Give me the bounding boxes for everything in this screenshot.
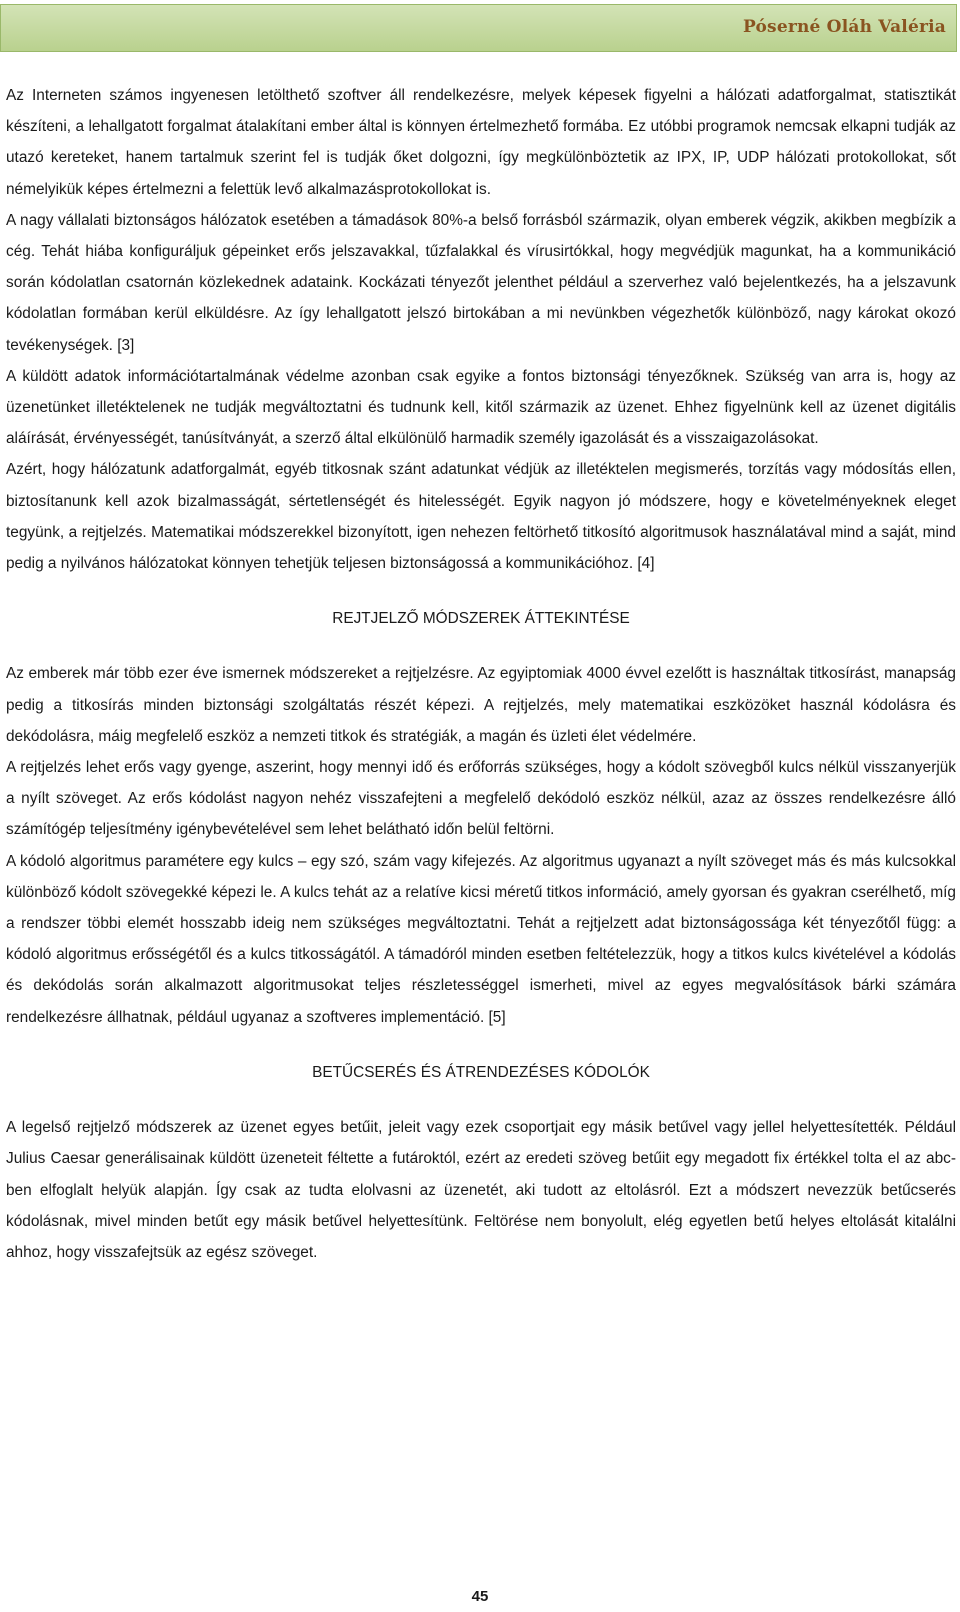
paragraph-4: Azért, hogy hálózatunk adatforgalmát, egyéb titkosnak szánt adatunkat védjük az illetéktelen megismerés, torzítás vagy módosítás ellen, biztosítanunk kell azok bizalmasságát, sértetlenségét és hitelességét. Egyik nagyon jó módszere, hogy e követelményeknek eleget tegyünk, a rejtjelzés. Matematikai módszerekkel bizonyított, igen nehezen feltörhető titkosító algoritmusok használatával mind a saját, mind pedig a nyilvános hálózatokat könnyen tehetjük teljesen biztonságossá a kommunikációhoz. [4] xyxy=(6,461,956,573)
document-body xyxy=(6,80,956,1268)
page-number: 45 xyxy=(471,1588,489,1605)
section1-paragraph-3: A kódoló algoritmus paramétere egy kulcs – egy szó, szám vagy kifejezés. Az algoritmus ugyanazt a nyílt szöveget más és más kulcsokkal különböző kódolt szövegekké képezi le. A kulcs tehát az a relatíve kicsi méretű titkos információ, amely gyorsan és gyakran cserélhető, míg a rendszer többi elemét hosszabb ideig nem szükséges megváltoztatni. Tehát a rejtjelzett adat biztonságossága két tényezőtől függ: a kódoló algoritmus erősségétől és a kulcs titkosságától. A támadóról minden esetben feltételezzük, hogy a titkos kulcs kivételével a kódolás és dekódolás során alkalmazott algoritmusokat teljes részletességgel ismerheti, mivel az egyes megvalósítások bárki számára rendelkezésre állhatnak, például ugyanaz a szoftveres implementáció. [5] xyxy=(6,852,956,1026)
section-title-betucseres: BETŰCSERÉS ÉS ÁTRENDEZÉSES KÓDOLÓK xyxy=(312,1063,650,1081)
page-header xyxy=(0,4,957,52)
section2-paragraph-1: A legelső rejtjelző módszerek az üzenet egyes betűit, jeleit vagy ezek csoportjait egy másik betűvel vagy jellel helyettesítették. Például Julius Caesar generálisainak küldött üzeneteit féltette a futároktól, ezért az eredeti szöveg betűit egy megadott fix értékkel tolta el az abc-ben elfoglalt helyük alapján. Így csak az tudta elolvasni az üzenetét, aki tudott az eltolásról. Ezt a módszert nevezzük betűcserés kódolásnak, mivel minden betűt egy másik betűvel helyettesítünk. Feltörése nem bonyolult, elég egyetlen betű helyes eltolását kitalálni ahhoz, hogy visszafejtsük az egész szöveget. xyxy=(6,1119,956,1261)
section-title-rejtjelzo: REJTJELZŐ MÓDSZEREK ÁTTEKINTÉSE xyxy=(332,610,630,628)
section1-paragraph-2: A rejtjelzés lehet erős vagy gyenge, aszerint, hogy mennyi idő és erőforrás szükséges, hogy a kódolt szövegből kulcs nélkül visszanyerjük a nyílt szöveget. Az erős kódolást nagyon nehéz visszafejteni a megfelelő dekódoló eszköz nélkül, azaz az összes rendelkezésre álló számítógép teljesítmény igénybevételével sem lehet belátható időn belül feltörni. xyxy=(6,759,956,839)
paragraph-1: Az Interneten számos ingyenesen letölthető szoftver áll rendelkezésre, melyek képesek figyelni a hálózati adatforgalmat, statisztikát készíteni, a lehallgatott forgalmat átalakítani ember által is könnyen értelmezhető formába. Ez utóbbi programok nemcsak elkapni tudják az utazó kereteket, hanem tartalmuk szerint fel is tudják őket dolgozni, így megkülönböztetik az IPX, IP, UDP hálózati protokollokat, sőt némelyikük képes értelmezni a felettük levő alkalmazásprotokollokat is. xyxy=(6,87,956,198)
header-author: Póserné Oláh Valéria xyxy=(742,17,946,37)
section1-paragraph-1: Az emberek már több ezer éve ismernek módszereket a rejtjelzésre. Az egyiptomiak 4000 évvel ezelőtt is használtak titkosírást, manapság pedig a titkosírás minden biztonsági szolgáltatás részét képezi. A rejtjelzés, mely matematikai eszközöket használ kódolásra és dekódolásra, máig megfelelő eszköz a nemzeti titkok és stratégiák, a magán és üzleti élet védelmére. xyxy=(6,665,956,745)
paragraph-3: A küldött adatok információtartalmának védelme azonban csak egyike a fontos biztonsági tényezőknek. Szükség van arra is, hogy az üzenetünket illetéktelenek ne tudják megváltoztatni és tudnunk kell, kitől származik az üzenet. Ehhez figyelnünk kell az üzenet digitális aláírását, érvényességét, tanúsítványát, a szerző által elkülönülő harmadik személy igazolását és a visszaigazolásokat. xyxy=(6,367,956,448)
paragraph-2: A nagy vállalati biztonságos hálózatok esetében a támadások 80%-a belső forrásból származik, olyan emberek végzik, akikben megbízik a cég. Tehát hiába konfiguráljuk gépeinket erős jelszavakkal, tűzfalakkal és vírusirtókkal, hogy megvédjük magunkat, ha a kommunikáció során kódolatlan csatornán közlekednek adataink. Kockázati tényezőt jelenthet például a szerverhez való bejelentkezés, ha a jelszavunk kódolatlan formában kerül elküldésre. Az így lehallgatott jelszó birtokában a mi nevünkben végezhetők különböző, nagy károkat okozó tevékenységek. [3] xyxy=(6,211,956,354)
